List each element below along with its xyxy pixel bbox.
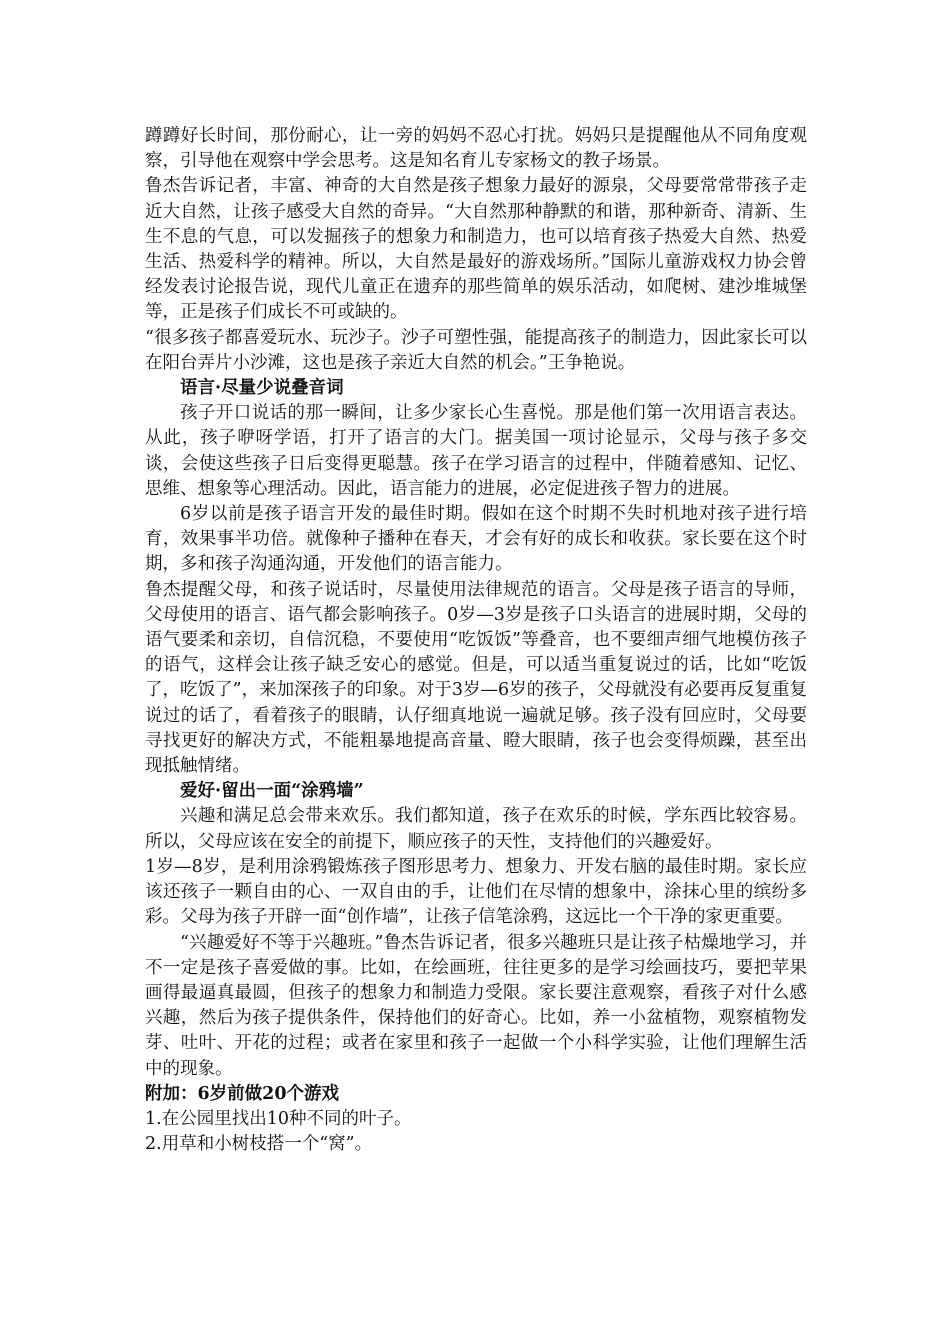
list-item: 1.在公园里找出10种不同的叶子。 — [145, 1108, 412, 1129]
paragraph: 鲁杰提醒父母，和孩子说话时，尽量使用法律规范的语言。父母是孩子语言的导师，父母使用的语言、语气都会影响孩子。0岁—3岁是孩子口头语言的进展时期，父母的语气要柔和亲切，自信沉稳，不要使用“吃饭饭”等叠音，也不要细声细气地模仿孩子的语气，这样会让孩子缺乏安心的感觉。但是，可以适当重复说过的话，比如“吃饭了，吃饭了”，来加深孩子的印象。对于3岁—6岁的孩子，父母就没有必要再反复重复说过的话了，看着孩子的眼睛，认仔细真地说一遍就足够。孩子没有回应时，父母要寻找更好的解决方式，不能粗暴地提高音量、瞪大眼睛，孩子也会变得烦躁，甚至出现抵触情绪。 — [145, 579, 807, 777]
document-body — [145, 124, 807, 1157]
section-heading-language: 语言·尽量少说叠音词 — [180, 378, 344, 399]
paragraph: 1岁—8岁，是利用涂鸦锻炼孩子图形思考力、想象力、开发右脑的最佳时期。家长应该还孩子一颗自由的心、一双自由的手，让他们在尽情的想象中，涂抹心里的缤纷多彩。父母为孩子开辟一面“创作墙”，让孩子信笔涂鸦，这远比一个干净的家更重要。 — [145, 856, 807, 928]
list-item: 2.用草和小树枝搭一个“窝”。 — [145, 1134, 373, 1155]
section-heading-hobby: 爱好·留出一面“涂鸦墙” — [180, 781, 364, 802]
paragraph: 6岁以前是孩子语言开发的最佳时期。假如在这个时期不失时机地对孩子进行培育，效果事半功倍。就像种子播种在春天，才会有好的成长和收获。家长要在这个时期，多和孩子沟通沟通，开发他们的语言能力。 — [145, 504, 807, 575]
paragraph: “兴趣爱好不等于兴趣班。”鲁杰告诉记者，很多兴趣班只是让孩子枯燥地学习，并不一定是孩子喜爱做的事。比如，在绘画班，往往更多的是学习绘画技巧，要把苹果画得最逼真最圆，但孩子的想象力和制造力受限。家长要注意观察，看孩子对什么感兴趣，然后为孩子提供条件，保持他们的好奇心。比如，养一小盆植物，观察植物发芽、吐叶、开花的过程；或者在家里和孩子一起做一个小科学实验，让他们理解生活中的现象。 — [145, 932, 807, 1079]
paragraph: 鲁杰告诉记者，丰富、神奇的大自然是孩子想象力最好的源泉，父母要常常带孩子走近大自然，让孩子感受大自然的奇异。“大自然那种静默的和谐，那种新奇、清新、生生不息的气息，可以发掘孩子的想象力和制造力，也可以培育孩子热爱大自然、热爱生活、热爱科学的精神。所以，大自然是最好的游戏场所。”国际儿童游戏权力协会曾经发表讨论报告说，现代儿童正在遗弃的那些简单的娱乐活动，如爬树、建沙堆城堡等，正是孩子们成长不可或缺的。 — [145, 176, 807, 323]
section-heading-extra: 附加：6岁前做20个游戏 — [145, 1083, 340, 1104]
paragraph: “很多孩子都喜爱玩水、玩沙子。沙子可塑性强，能提高孩子的制造力，因此家长可以在阳台弄片小沙滩，这也是孩子亲近大自然的机会。”王争艳说。 — [145, 327, 807, 373]
paragraph: 兴趣和满足总会带来欢乐。我们都知道，孩子在欢乐的时候，学东西比较容易。所以，父母应该在安全的前提下，顺应孩子的天性，支持他们的兴趣爱好。 — [145, 806, 807, 852]
paragraph: 孩子开口说话的那一瞬间，让多少家长心生喜悦。那是他们第一次用语言表达。从此，孩子咿呀学语，打开了语言的大门。据美国一项讨论显示，父母与孩子多交谈，会使这些孩子日后变得更聪慧。孩子在学习语言的过程中，伴随着感知、记忆、思维、想象等心理活动。因此，语言能力的进展，必定促进孩子智力的进展。 — [145, 403, 807, 499]
paragraph: 蹲蹲好长时间，那份耐心，让一旁的妈妈不忍心打扰。妈妈只是提醒他从不同角度观察，引导他在观察中学会思考。这是知名育儿专家杨文的教子场景。 — [145, 126, 807, 172]
